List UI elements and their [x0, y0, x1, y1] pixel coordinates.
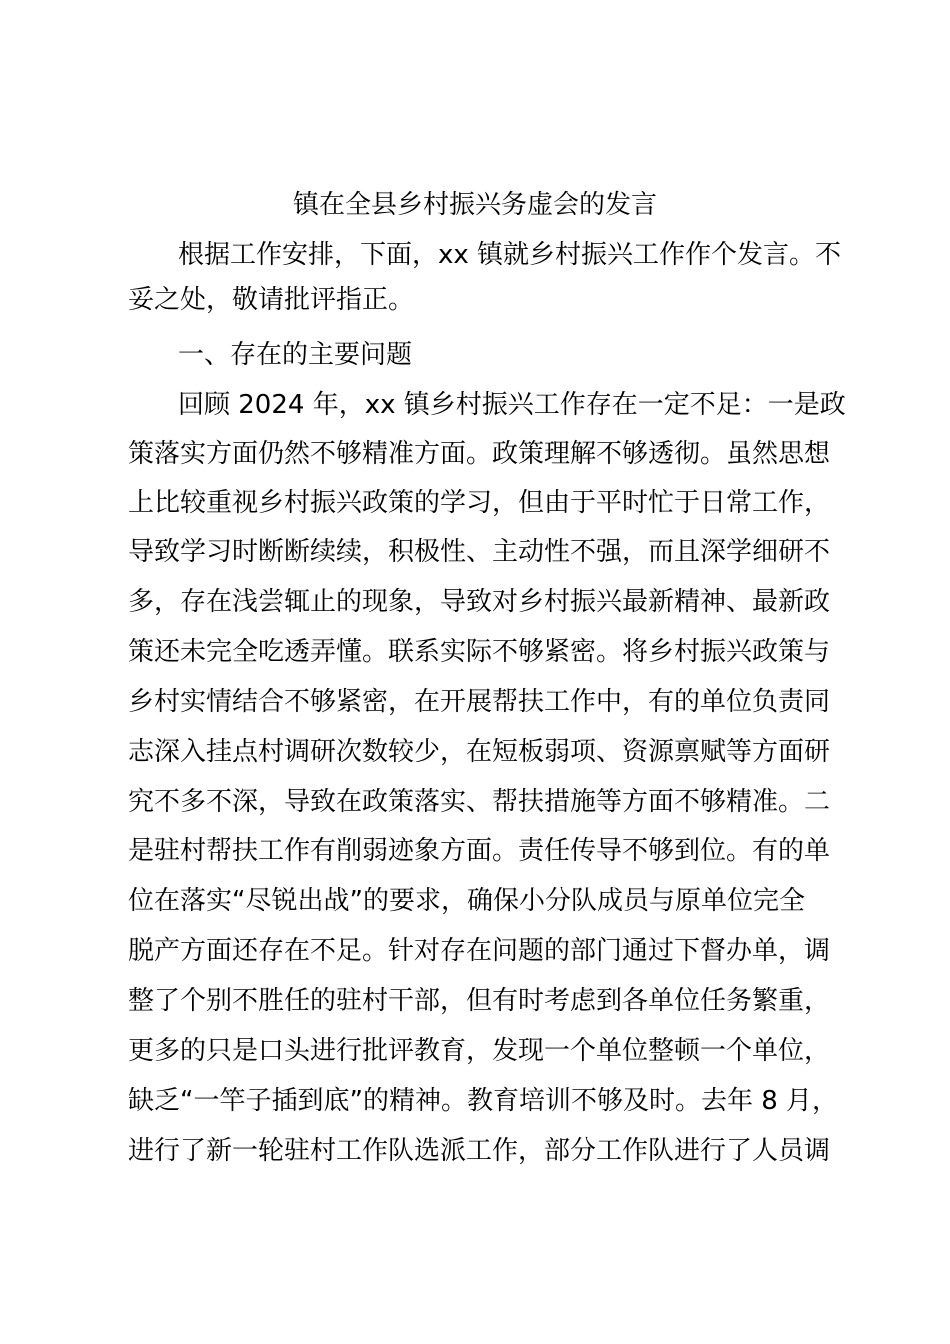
- paragraph-line: 妥之处，敬请批评指正。: [128, 285, 415, 315]
- paragraph-line: 乡村实情结合不够紧密，在开展帮扶工作中，有的单位负责同: [128, 687, 831, 717]
- paragraph-line: 策落实方面仍然不够精准方面。政策理解不够透彻。虽然思想: [128, 439, 831, 469]
- paragraph-line: 更多的只是口头进行批评教育，发现一个单位整顿一个单位，: [128, 1036, 831, 1066]
- paragraph-line: 整了个别不胜任的驻村干部，但有时考虑到各单位任务繁重，: [128, 986, 831, 1016]
- paragraph-line: 究不多不深，导致在政策落实、帮扶措施等方面不够精准。二: [128, 787, 831, 817]
- paragraph-line: 脱产方面还存在不足。针对存在问题的部门通过下督办单，调: [128, 936, 831, 966]
- paragraph-line: 进行了新一轮驻村工作队选派工作，部分工作队进行了人员调: [128, 1136, 831, 1166]
- paragraph-line: 志深入挂点村调研次数较少，在短板弱项、资源禀赋等方面研: [128, 737, 831, 767]
- document-title: 镇在全县乡村振兴务虚会的发言: [292, 190, 657, 220]
- paragraph-line: 回顾 2024 年，xx 镇乡村振兴工作存在一定不足：一是政: [178, 390, 846, 420]
- paragraph-line: 导致学习时断断续续，积极性、主动性不强，而且深学细研不: [128, 537, 831, 567]
- paragraph-line: 上比较重视乡村振兴政策的学习，但由于平时忙于日常工作，: [128, 488, 831, 518]
- paragraph-line: 策还未完全吃透弄懂。联系实际不够紧密。将乡村振兴政策与: [128, 637, 831, 667]
- paragraph-line: 多，存在浅尝辄止的现象，导致对乡村振兴最新精神、最新政: [128, 587, 831, 617]
- paragraph-line: 是驻村帮扶工作有削弱迹象方面。责任传导不够到位。有的单: [128, 836, 831, 866]
- paragraph-line: 缺乏“一竿子插到底”的精神。教育培训不够及时。去年 8 月，: [128, 1086, 839, 1116]
- paragraph-line: 位在落实“尽锐出战”的要求，确保小分队成员与原单位完全: [128, 886, 805, 916]
- paragraph-line: 根据工作安排，下面，xx 镇就乡村振兴工作作个发言。不: [178, 240, 842, 270]
- section-heading: 一、存在的主要问题: [178, 340, 413, 370]
